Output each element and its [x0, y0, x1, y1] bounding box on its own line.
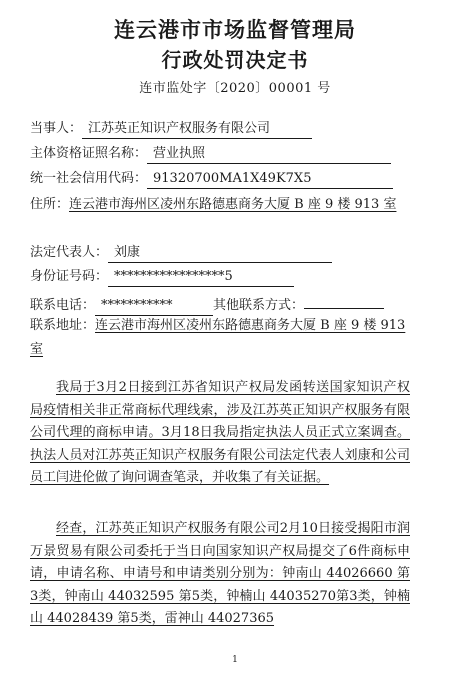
page-number: 1 — [232, 655, 238, 665]
id-value: *****************5 — [108, 268, 294, 287]
paragraph-findings: 经查，江苏英正知识产权服务有限公司2月10日接受揭阳市润万景贸易有限公司委托于当日向国家知识产权局提交了6件商标申请，申请名称、申请号和申请类别分别为：钟南山 44026660 第3类，钟南山 44032595 第5类，钟楠山 44035270第3类，钟楠山 44028439 第5类，雷神山 44027365 — [30, 521, 410, 626]
party-value: 江苏英正知识产权服务有限公司 — [82, 120, 312, 139]
rep-label: 法定代表人： — [30, 245, 109, 260]
license-label: 主体资格证照名称： — [30, 146, 148, 161]
document-number: 连市监处字〔2020〕00001 号 — [139, 81, 331, 96]
party-row — [30, 120, 312, 139]
address-value: 连云港市海州区凌州东路德惠商务大厦 B 座 9 楼 913 室 — [69, 197, 397, 212]
document-title: 行政处罚决定书 — [161, 48, 309, 72]
contact-label: 联系地址： — [30, 318, 96, 333]
license-value: 营业执照 — [147, 145, 391, 164]
address-label: 住所： — [30, 197, 70, 212]
other-label: 其他联系方式： — [213, 298, 305, 313]
credit-label: 统一社会信用代码： — [30, 171, 148, 186]
paragraph-case-intake: 我局于3月2日接到江苏省知识产权局发函转送国家知识产权局疫情相关非正常商标代理线索，涉及江苏英正知识产权服务有限公司代理的商标申请。3月18日我局指定执法人员正式立案调查。执法人员对江苏英正知识产权服务有限公司法定代表人刘康和公司员工闫进伦做了询问调查笔录，并收集了有关证据。 — [30, 380, 410, 485]
rep-value: 刘康 — [108, 244, 332, 263]
rep-row — [30, 244, 332, 263]
phone-label: 联系电话： — [30, 298, 96, 313]
credit-row — [30, 170, 393, 189]
contact-row — [30, 314, 410, 362]
contact-value: 连云港市海州区凌州东路德惠商务大厦 B 座 9 楼 913 室 — [30, 318, 406, 357]
id-row — [30, 268, 294, 287]
license-row — [30, 145, 391, 164]
phone-row — [30, 292, 384, 316]
other-value — [304, 292, 384, 309]
id-label: 身份证号码： — [30, 269, 109, 284]
credit-value: 91320700MA1X49K7X5 — [147, 170, 393, 189]
address-row — [30, 193, 410, 217]
agency-title: 连云港市市场监督管理局 — [114, 18, 356, 42]
phone-value: *********** — [95, 297, 213, 316]
party-label: 当事人： — [30, 121, 83, 136]
